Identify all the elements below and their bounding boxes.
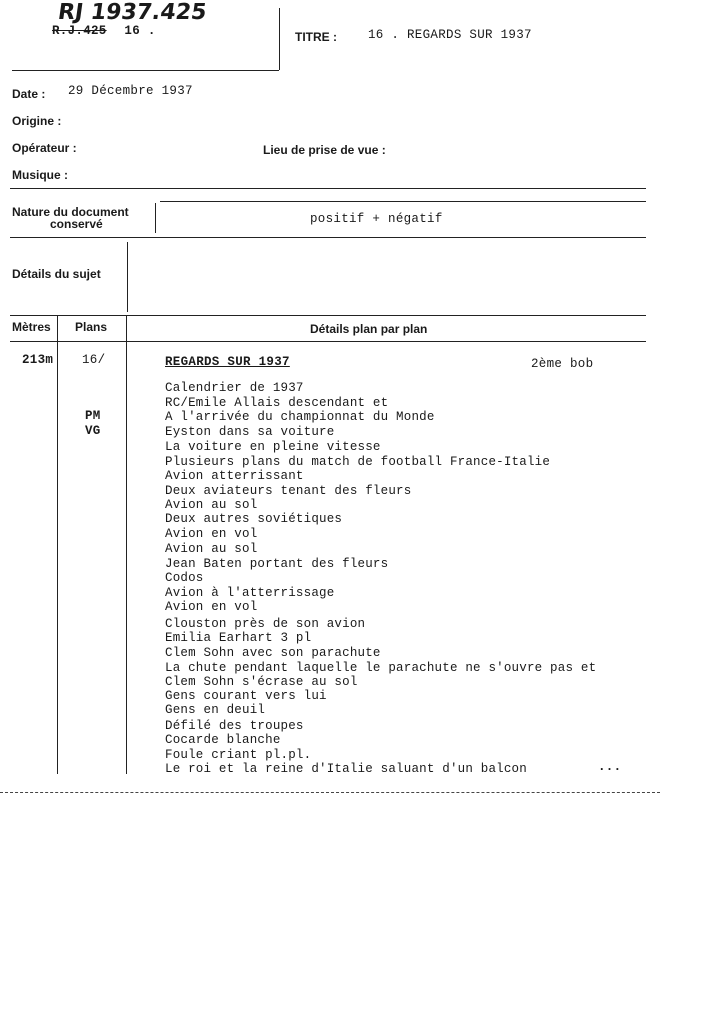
handwritten-reference: RJ 1937.425 (56, 0, 209, 25)
col-plans-header: Plans (75, 320, 108, 334)
plans-value: 16/ (82, 353, 106, 367)
nature-label-line2: conservé (50, 217, 103, 231)
lieu-label: Lieu de prise de vue : (263, 143, 386, 157)
shot-line: Cocarde blanche (165, 733, 281, 747)
titre-label: TITRE : (295, 30, 337, 44)
nature-brace (155, 203, 162, 233)
metadata-bottom-rule (10, 188, 646, 189)
continuation-marker: ... (598, 760, 622, 774)
details-bottom-rule (10, 315, 646, 316)
shot-line: Codos (165, 571, 204, 585)
col-metres-header: Mètres (12, 320, 51, 334)
nature-value: positif + négatif (310, 212, 443, 226)
shot-line: A l'arrivée du championnat du Monde (165, 410, 435, 424)
page-bottom-rule (0, 792, 660, 793)
shot-line: La chute pendant laquelle le parachute ne s'ouvre pas et (165, 661, 597, 675)
nature-bottom-rule (10, 237, 646, 238)
shot-line: Deux aviateurs tenant des fleurs (165, 484, 412, 498)
shot-line: Foule criant pl.pl. (165, 748, 312, 762)
shot-line: Défilé des troupes (165, 719, 304, 733)
col-separator-2 (126, 316, 127, 774)
nature-top-rule (160, 201, 646, 202)
reel-title: REGARDS SUR 1937 (165, 355, 290, 369)
shot-line: Le roi et la reine d'Italie saluant d'un balcon (165, 762, 527, 776)
shot-line: Avion en vol (165, 527, 258, 541)
date-label: Date : (12, 87, 46, 101)
shot-line: La voiture en pleine vitesse (165, 440, 381, 454)
shot-line: Clem Sohn s'écrase au sol (165, 675, 358, 689)
old-reference-suffix: 16 . (124, 24, 156, 38)
shot-line: Avion atterrissant (165, 469, 304, 483)
col-separator-1 (57, 316, 58, 774)
shot-line: Avion en vol (165, 600, 258, 614)
details-sujet-label: Détails du sujet (12, 267, 101, 281)
reel-label: 2ème bob (531, 357, 594, 371)
titre-value: 16 . REGARDS SUR 1937 (368, 28, 532, 42)
operateur-label: Opérateur : (12, 141, 77, 155)
origine-label: Origine : (12, 114, 62, 128)
shot-line: Calendrier de 1937 (165, 381, 304, 395)
shot-line: Eyston dans sa voiture (165, 425, 335, 439)
shot-line: Avion à l'atterrissage (165, 586, 335, 600)
date-value: 29 Décembre 1937 (68, 84, 193, 98)
shot-line: Gens courant vers lui (165, 689, 327, 703)
old-reference (52, 24, 156, 38)
details-brace (127, 242, 134, 312)
shot-line: Clouston près de son avion (165, 617, 366, 631)
plan-code-vg: VG (85, 424, 101, 438)
plan-code-pm: PM (85, 409, 101, 423)
shot-line: Avion au sol (165, 498, 258, 512)
musique-label: Musique : (12, 168, 68, 182)
header-divider (279, 8, 280, 70)
header-bottom-rule (12, 70, 279, 71)
old-reference-struck: R.J.425 (52, 24, 107, 38)
shot-line: Deux autres soviétiques (165, 512, 343, 526)
metres-value: 213m (22, 353, 54, 367)
shot-line: Gens en deuil (165, 703, 266, 717)
shot-line: Avion au sol (165, 542, 258, 556)
nature-label-line1: Nature du document (12, 205, 129, 219)
col-details-header: Détails plan par plan (310, 322, 428, 336)
shot-line: Plusieurs plans du match de football France-Italie (165, 455, 551, 469)
shot-line: Clem Sohn avec son parachute (165, 646, 381, 660)
table-header-rule (10, 341, 646, 342)
shot-line: Jean Baten portant des fleurs (165, 557, 389, 571)
shot-line: RC/Emile Allais descendant et (165, 396, 389, 410)
shot-line: Emilia Earhart 3 pl (165, 631, 312, 645)
